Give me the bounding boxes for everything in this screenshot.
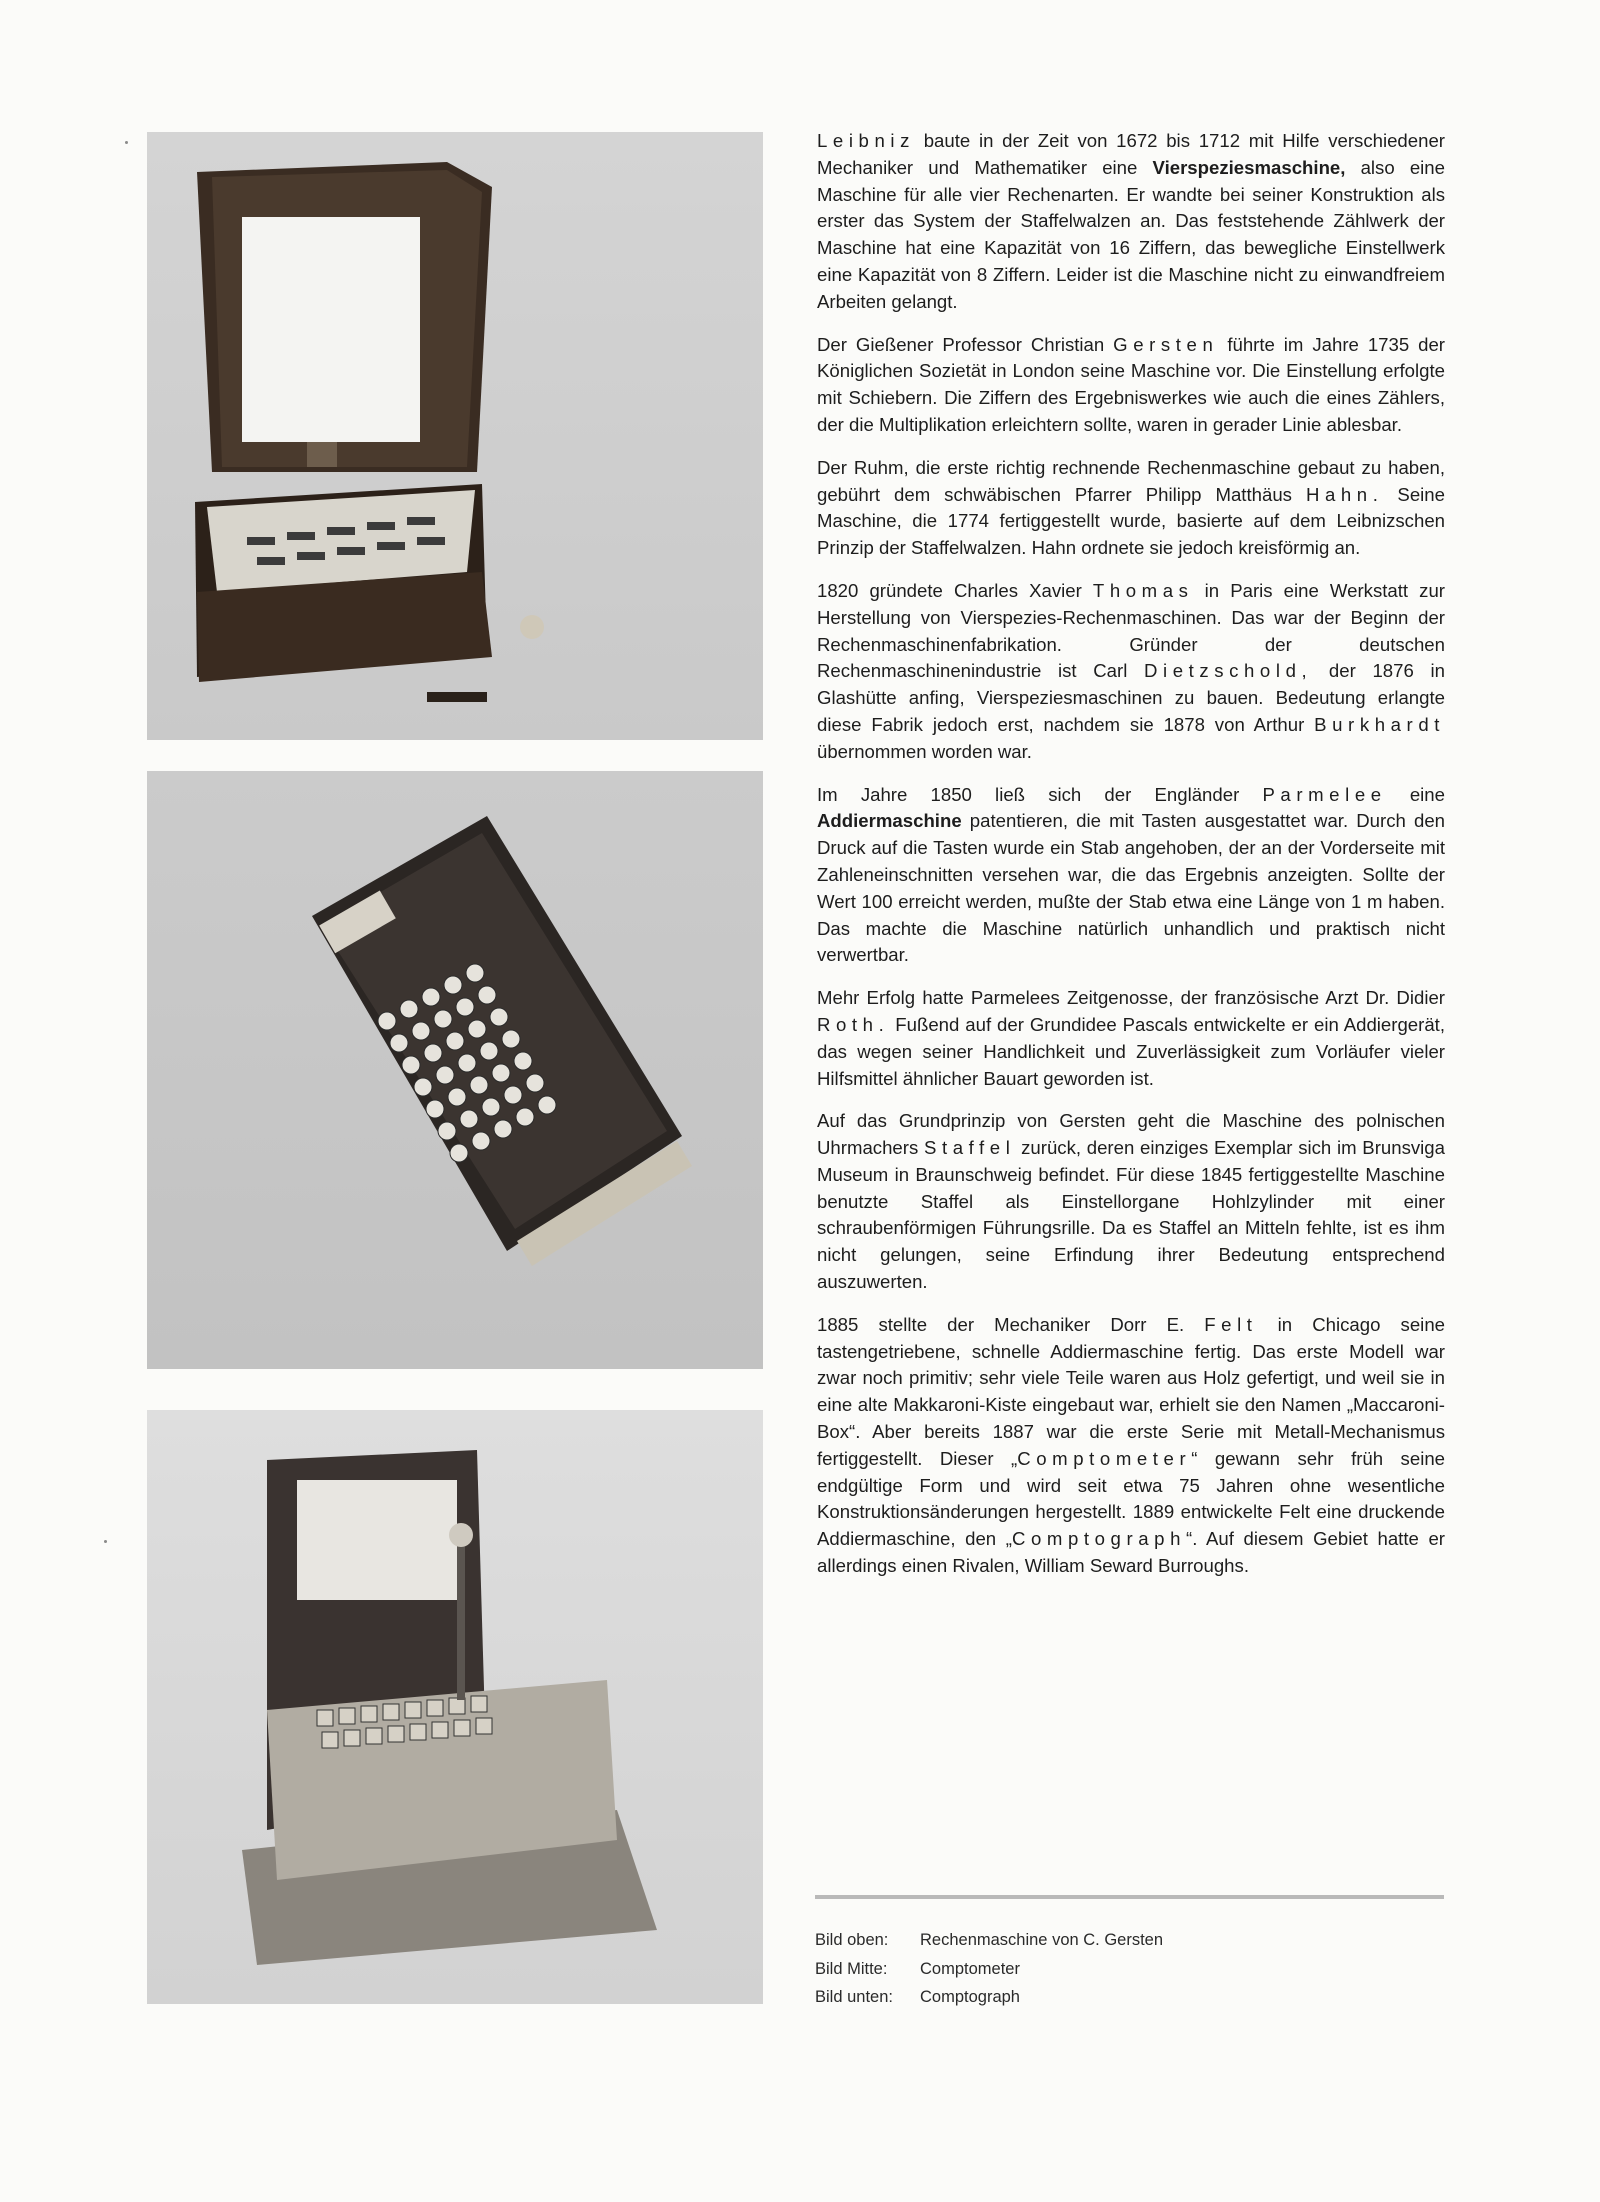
spaced-name: Thomas <box>1092 579 1194 601</box>
comptometer-illustration <box>147 771 763 1369</box>
caption-text: Comptograph <box>920 1988 1020 2006</box>
image-captions <box>815 1926 1455 2012</box>
paragraph <box>817 332 1445 439</box>
spaced-name: Parmelee <box>1262 783 1387 805</box>
caption-label: Bild Mitte: <box>815 1959 888 1978</box>
spaced-name: Gersten <box>1113 333 1219 355</box>
spaced-name: Comptometer <box>1017 1447 1192 1469</box>
spaced-name: Staffel <box>923 1137 1016 1159</box>
paragraph <box>817 1108 1445 1296</box>
paragraph <box>817 128 1445 316</box>
spaced-name: Leibniz <box>817 130 915 151</box>
photo-comptograph <box>147 1410 763 2004</box>
text-run: Seine Maschine, die 1774 fertiggestellt wurde, basierte auf dem Leibnizschen Prinzip der Staffelwalzen. Hahn ordnete sie jedoch kreisförmig an. <box>817 483 1445 559</box>
text-run: zurück, deren einziges Exemplar sich im Brunsviga Museum in Braunschweig befindet. Für diese 1845 fertiggestellte Maschine benutzte Staffel als Einstellorgane Hohlzylinder mit einer schraubenförmigen Führungsrille. Da es Staffel an Mitteln fehlte, ist es ihm nicht gelungen, seine Erfindung ihrer Bedeutung entsprechend auszuwerten. <box>817 1137 1445 1293</box>
gersten-machine-illustration <box>147 132 763 740</box>
text-run: 1885 stellte der Mechaniker Dorr E. <box>817 1313 1205 1335</box>
paragraph <box>817 782 1445 970</box>
caption-bottom <box>815 1983 1455 2012</box>
text-run: patentieren, die mit Tasten ausgestattet war. Durch den Druck auf die Tasten wurde ein Stab angehoben, der an der Vorderseite mit Zahleneinschnitten versehen war, die das Ergebnis anzeigten. Sollte der Wert 100 erreicht werden, mußte der Stab etwa eine Länge von 1 m haben. Das machte die Maschine natürlich unhandlich und praktisch nicht verwertbar. <box>817 810 1445 966</box>
spaced-name: Hahn. <box>1305 483 1384 505</box>
text-run: “ gewann sehr früh seine endgültige Form und wird seit etwa 75 Jahren ohne wesentliche Konstruktionsänderungen hergestellt. 1889 entwickelte Felt eine druckende Addiermaschine, den „ <box>817 1447 1446 1550</box>
text-run: Der Ruhm, die erste richtig rechnende Rechenmaschine gebaut zu haben, gebührt dem schwäbischen Pfarrer Philipp Matthäus <box>817 456 1445 505</box>
spaced-name: Comptograph <box>1011 1528 1187 1550</box>
caption-text: Rechenmaschine von C. Gersten <box>920 1931 1164 1949</box>
text-run: Fußend auf der Grundidee Pascals entwickelte er ein Addiergerät, das wegen seiner Handlichkeit und Zuverlässigkeit zum Vorläufer vieler Hilfsmittel ähnlicher Bauart geworden ist. <box>817 1013 1445 1089</box>
text-run: Der Gießener Professor Christian <box>817 333 1114 355</box>
divider-rule <box>815 1895 1444 1899</box>
text-run: “. Auf diesem Gebiet hatte er allerdings einen Rivalen, William Seward Burroughs. <box>817 1528 1445 1577</box>
text-run: der 1876 in Glashütte anfing, Vierspeziesmaschinen zu bauen. Bedeutung erlangte diese Fabrik jedoch erst, nachdem sie 1878 von Arthur <box>817 660 1445 735</box>
photo-gersten-machine <box>147 132 763 740</box>
caption-text: Comptometer <box>920 1959 1020 1978</box>
paper-speck <box>125 141 128 144</box>
text-run: übernommen worden war. <box>817 740 1032 762</box>
caption-label: Bild oben: <box>815 1931 889 1949</box>
caption-top <box>815 1926 1455 1955</box>
bold-term: Vierspeziesmaschine, <box>1152 156 1346 178</box>
paragraph <box>817 1312 1445 1580</box>
text-run: in Paris eine Werkstatt zur Herstellung von Vierspezies-Rechenmaschinen. Das war der Beginn der Rechenmaschinenfabrikation. Gründer der deutschen Rechenmaschinenindustrie ist Carl <box>817 579 1445 682</box>
text-run: 1820 gründete Charles Xavier <box>817 579 1093 601</box>
text-run: führte im Jahre 1735 der Königlichen Sozietät in London seine Maschine vor. Die Einstellung erfolgte mit Schiebern. Die Ziffern des Ergebniswerkes wie auch die eines Zählers, der die Multiplikation erleichtern sollte, waren in gerader Linie ablesbar. <box>817 333 1445 435</box>
comptograph-illustration <box>147 1410 763 2004</box>
text-run: eine <box>1386 783 1445 805</box>
text-run: Mehr Erfolg hatte Parmelees Zeitgenosse, der französische Arzt Dr. Didier <box>817 987 1445 1009</box>
spaced-name: Dietzschold, <box>1144 660 1313 682</box>
paper-speck <box>104 1540 107 1543</box>
paragraph <box>817 985 1445 1092</box>
caption-label: Bild unten: <box>815 1988 893 2006</box>
text-run: baute in der Zeit von 1672 bis 1712 mit Hilfe verschiedener Mechaniker und Mathematiker eine <box>817 130 1445 178</box>
paragraph <box>817 578 1445 766</box>
text-run: in Chicago seine tastengetriebene, schnelle Addiermaschine fertig. Das erste Modell war zwar noch primitiv; sehr viele Teile waren aus Holz gefertigt, und weil sie in eine alte Makkaroni-Kiste eingebaut war, erhielt sie den Namen „Maccaroni-Box“. Aber bereits 1887 war die erste Serie mit Metall-Mechanismus fertiggestellt. Dieser „ <box>817 1313 1445 1469</box>
text-run: Auf das Grundprinzip von Gersten geht die Maschine des polnischen Uhrmachers <box>817 1110 1445 1159</box>
bold-term: Addiermaschine <box>817 810 962 832</box>
spaced-name: Roth. <box>817 1013 890 1035</box>
photo-comptometer <box>147 771 763 1369</box>
spaced-name: Felt <box>1204 1313 1258 1335</box>
text-run: also eine Maschine für alle vier Rechenarten. Er wandte bei seiner Konstruktion als erster das System der Staffelwalzen an. Das feststehende Zählwerk der Maschine hat eine Kapazität von 16 Ziffern, das bewegliche Einstellwerk eine Kapazität von 8 Ziffern. Leider ist die Maschine nicht zu einwandfreiem Arbeiten gelangt. <box>817 156 1445 312</box>
paragraph <box>817 455 1445 562</box>
spaced-name: Burkhardt <box>1314 713 1445 735</box>
text-run: Im Jahre 1850 ließ sich der Engländer <box>817 783 1263 805</box>
body-text <box>817 128 1445 1596</box>
caption-middle <box>815 1955 1455 1984</box>
